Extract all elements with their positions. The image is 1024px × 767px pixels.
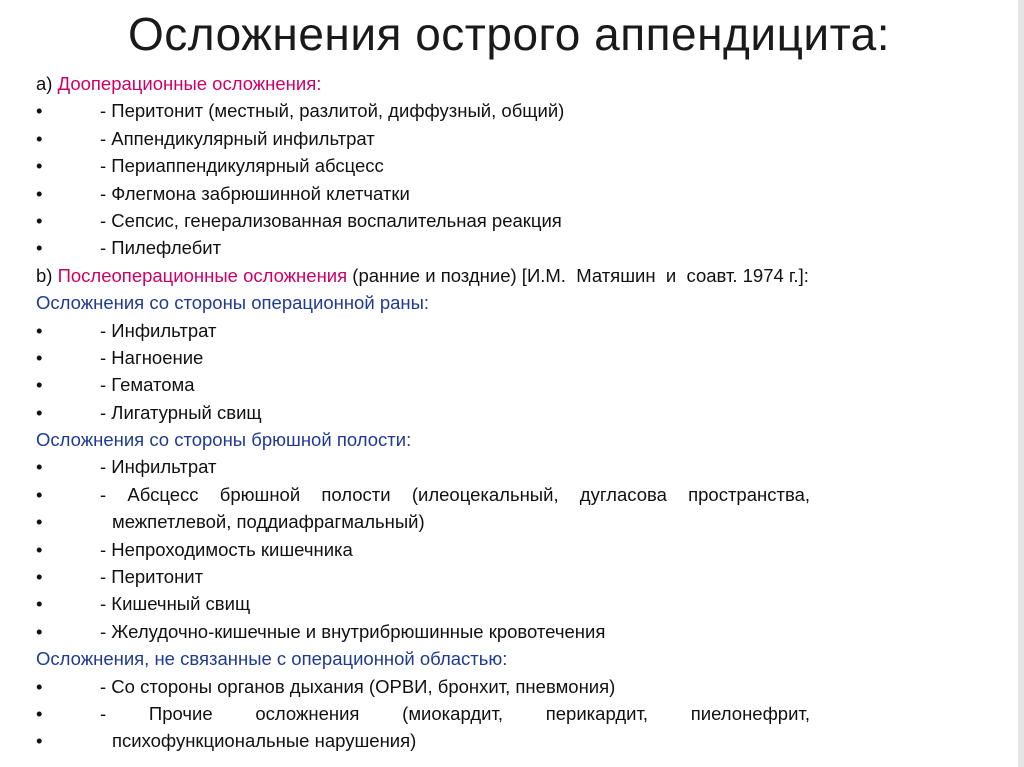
section-b-title: Послеоперационные осложнения: [57, 264, 348, 286]
bullet-icon: •: [36, 538, 43, 560]
section-b-heading: [36, 262, 996, 289]
bullet-icon: •: [36, 346, 43, 368]
bullet-icon: •: [36, 401, 43, 423]
other-subheading: Осложнения, не связанные с операционной областью:: [36, 648, 508, 670]
bullet-icon: •: [36, 237, 43, 259]
list-item-text: - Гематома: [100, 374, 195, 396]
slide-title: Осложнения острого аппендицита:: [127, 8, 891, 60]
list-item: [36, 618, 996, 645]
bullet-icon: •: [36, 182, 43, 204]
list-item-text: - Периаппендикулярный абсцесс: [100, 155, 384, 177]
list-item: [36, 481, 996, 508]
list-item-text: - Перитонит (местный, разлитой, диффузный, общий): [100, 100, 565, 122]
section-a-heading: [36, 70, 996, 97]
bullet-icon: •: [36, 730, 43, 752]
bullet-icon: •: [36, 566, 43, 588]
list-item-text: - Кишечный свищ: [100, 593, 251, 615]
list-item-text: межпетлевой, поддиафрагмальный): [112, 511, 425, 533]
list-item: [36, 399, 996, 426]
abdominal-subheading: Осложнения со стороны брюшной полости:: [36, 429, 412, 451]
list-item: [36, 152, 996, 179]
slide-content: [36, 70, 996, 755]
section-a-prefix: a): [36, 73, 58, 94]
list-item: [36, 180, 996, 207]
list-item-text: - Пилефлебит: [100, 237, 222, 259]
list-item-text: - Сепсис, генерализованная воспалительная реакция: [100, 209, 562, 231]
list-item-text: психофункциональные нарушения): [112, 730, 417, 752]
list-item: [36, 563, 996, 590]
wound-subheading: Осложнения со стороны операционной раны:: [36, 292, 430, 314]
list-item-text: - Аппендикулярный инфильтрат: [100, 127, 375, 149]
bullet-icon: •: [36, 127, 43, 149]
list-item-text: - Перитонит: [100, 566, 204, 588]
list-item-text: - Флегмона забрюшинной клетчатки: [100, 182, 410, 204]
section-a-title: Дооперационные осложнения:: [57, 73, 322, 94]
list-item-text: - Желудочно-кишечные и внутрибрюшинные кровотечения: [100, 620, 606, 642]
bullet-icon: •: [36, 209, 43, 231]
list-item: [36, 536, 996, 563]
bullet-icon: •: [36, 100, 43, 122]
bullet-icon: •: [36, 319, 43, 341]
list-item: [36, 673, 996, 700]
list-item-text: - Лигатурный свищ: [100, 401, 262, 423]
section-b-prefix: b): [36, 264, 58, 286]
list-item: [36, 590, 996, 617]
section-b-suffix: (ранние и поздние) [И.М. Матяшин и соавт. 1974 г.]:: [347, 264, 809, 286]
bullet-icon: •: [36, 456, 43, 478]
list-item: [36, 125, 996, 152]
list-item: [36, 344, 996, 371]
list-item-text: - Непроходимость кишечника: [100, 538, 353, 560]
list-item: [36, 508, 996, 535]
bullet-icon: •: [36, 620, 43, 642]
list-item: [36, 371, 996, 398]
list-item-text: - Со стороны органов дыхания (ОРВИ, бронхит, пневмония): [100, 675, 616, 697]
list-item: [36, 207, 996, 234]
bullet-icon: •: [36, 374, 43, 396]
bullet-icon: •: [36, 155, 43, 177]
list-item: [36, 234, 996, 261]
list-item: [36, 317, 996, 344]
list-item: [36, 700, 996, 727]
list-item-text: - Прочие осложнения (миокардит, перикардит, пиелонефрит,: [100, 702, 810, 724]
list-item: [36, 727, 996, 754]
bullet-icon: •: [36, 593, 43, 615]
list-item: [36, 97, 996, 124]
bullet-icon: •: [36, 483, 43, 505]
list-item-text: - Инфильтрат: [100, 456, 217, 478]
bullet-icon: •: [36, 675, 43, 697]
list-item-text: - Инфильтрат: [100, 319, 217, 341]
slide-right-border: [1018, 0, 1024, 767]
bullet-icon: •: [36, 511, 43, 533]
bullet-icon: •: [36, 702, 43, 724]
list-item-text: - Нагноение: [100, 346, 204, 368]
list-item-text: - Абсцесс брюшной полости (илеоцекальный, дугласова пространства,: [100, 483, 810, 505]
list-item: [36, 453, 996, 480]
